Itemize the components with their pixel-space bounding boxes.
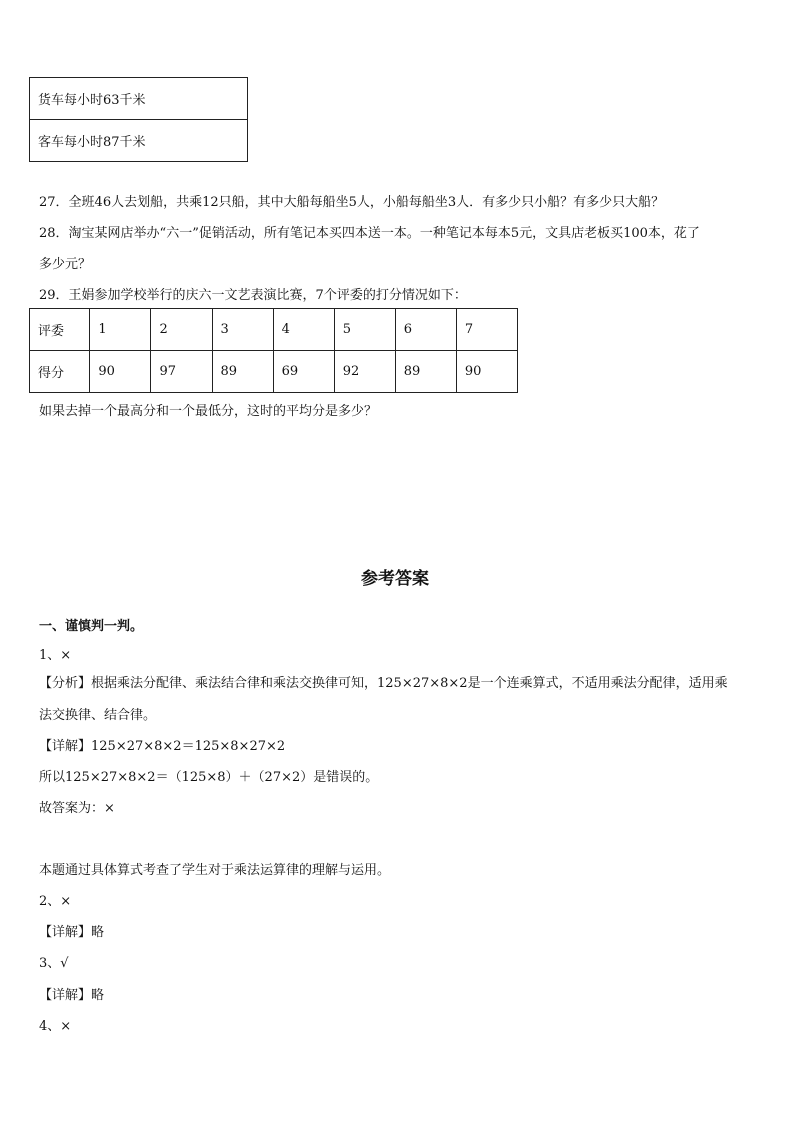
question-29: 29．王娟参加学校举行的庆六一文艺表演比赛，7个评委的打分情况如下： [39,288,467,303]
answer-1-mark: 1、× [39,648,72,663]
score-cell: 90 [456,351,517,393]
table-row [30,351,518,393]
question-29-followup: 如果去掉一个最高分和一个最低分，这时的平均分是多少？ [39,404,378,419]
answer-4-mark: 4、× [39,1019,72,1034]
answer-2-detail: 【详解】略 [39,925,105,940]
judge-cell: 1 [90,309,151,351]
question-27: 27．全班46人去划船，共乘12只船，其中大船每船坐5人，小船每船坐3人．有多少只小船？有多少只大船？ [39,195,665,210]
score-cell: 69 [273,351,334,393]
answer-1-detail: 【详解】125×27×8×2＝125×8×27×2 [39,739,286,754]
judge-cell: 7 [456,309,517,351]
judge-cell: 5 [334,309,395,351]
answer-1-analysis-line2: 法交换律、结合律。 [39,708,157,723]
table-header-cell: 评委 [30,309,90,351]
answer-1-therefore: 所以125×27×8×2＝（125×8）＋（27×2）是错误的。 [39,770,379,785]
judge-cell: 6 [395,309,456,351]
section-1-title: 一、谨慎判一判。 [39,619,144,634]
speed-cell-truck: 货车每小时63千米 [30,78,248,120]
score-cell: 90 [90,351,151,393]
speed-table [29,77,248,162]
speed-cell-bus: 客车每小时87千米 [30,120,248,162]
answer-title: 参考答案 [361,569,429,589]
question-28-line2: 多少元？ [39,257,92,272]
table-row [30,120,248,162]
answer-1-analysis-line1: 【分析】根据乘法分配律、乘法结合律和乘法交换律可知，125×27×8×2是一个连乘算式，不适用乘法分配律，适用乘 [39,676,728,691]
judge-cell: 3 [212,309,273,351]
table-row [30,309,518,351]
table-header-cell: 得分 [30,351,90,393]
question-28-line1: 28．淘宝某网店举办“六一”促销活动，所有笔记本买四本送一本。一种笔记本每本5元，文具店老板买100本，花了 [39,226,700,241]
answer-1-answer: 故答案为：× [39,801,115,816]
score-cell: 89 [395,351,456,393]
table-row [30,78,248,120]
judge-cell: 4 [273,309,334,351]
answer-2-mark: 2、× [39,894,72,909]
answer-1-comment: 本题通过具体算式考查了学生对于乘法运算律的理解与运用。 [39,863,391,878]
judge-cell: 2 [151,309,212,351]
score-cell: 92 [334,351,395,393]
score-cell: 97 [151,351,212,393]
answer-3-mark: 3、√ [39,956,69,971]
score-cell: 89 [212,351,273,393]
score-table [29,308,518,393]
answer-3-detail: 【详解】略 [39,988,105,1003]
